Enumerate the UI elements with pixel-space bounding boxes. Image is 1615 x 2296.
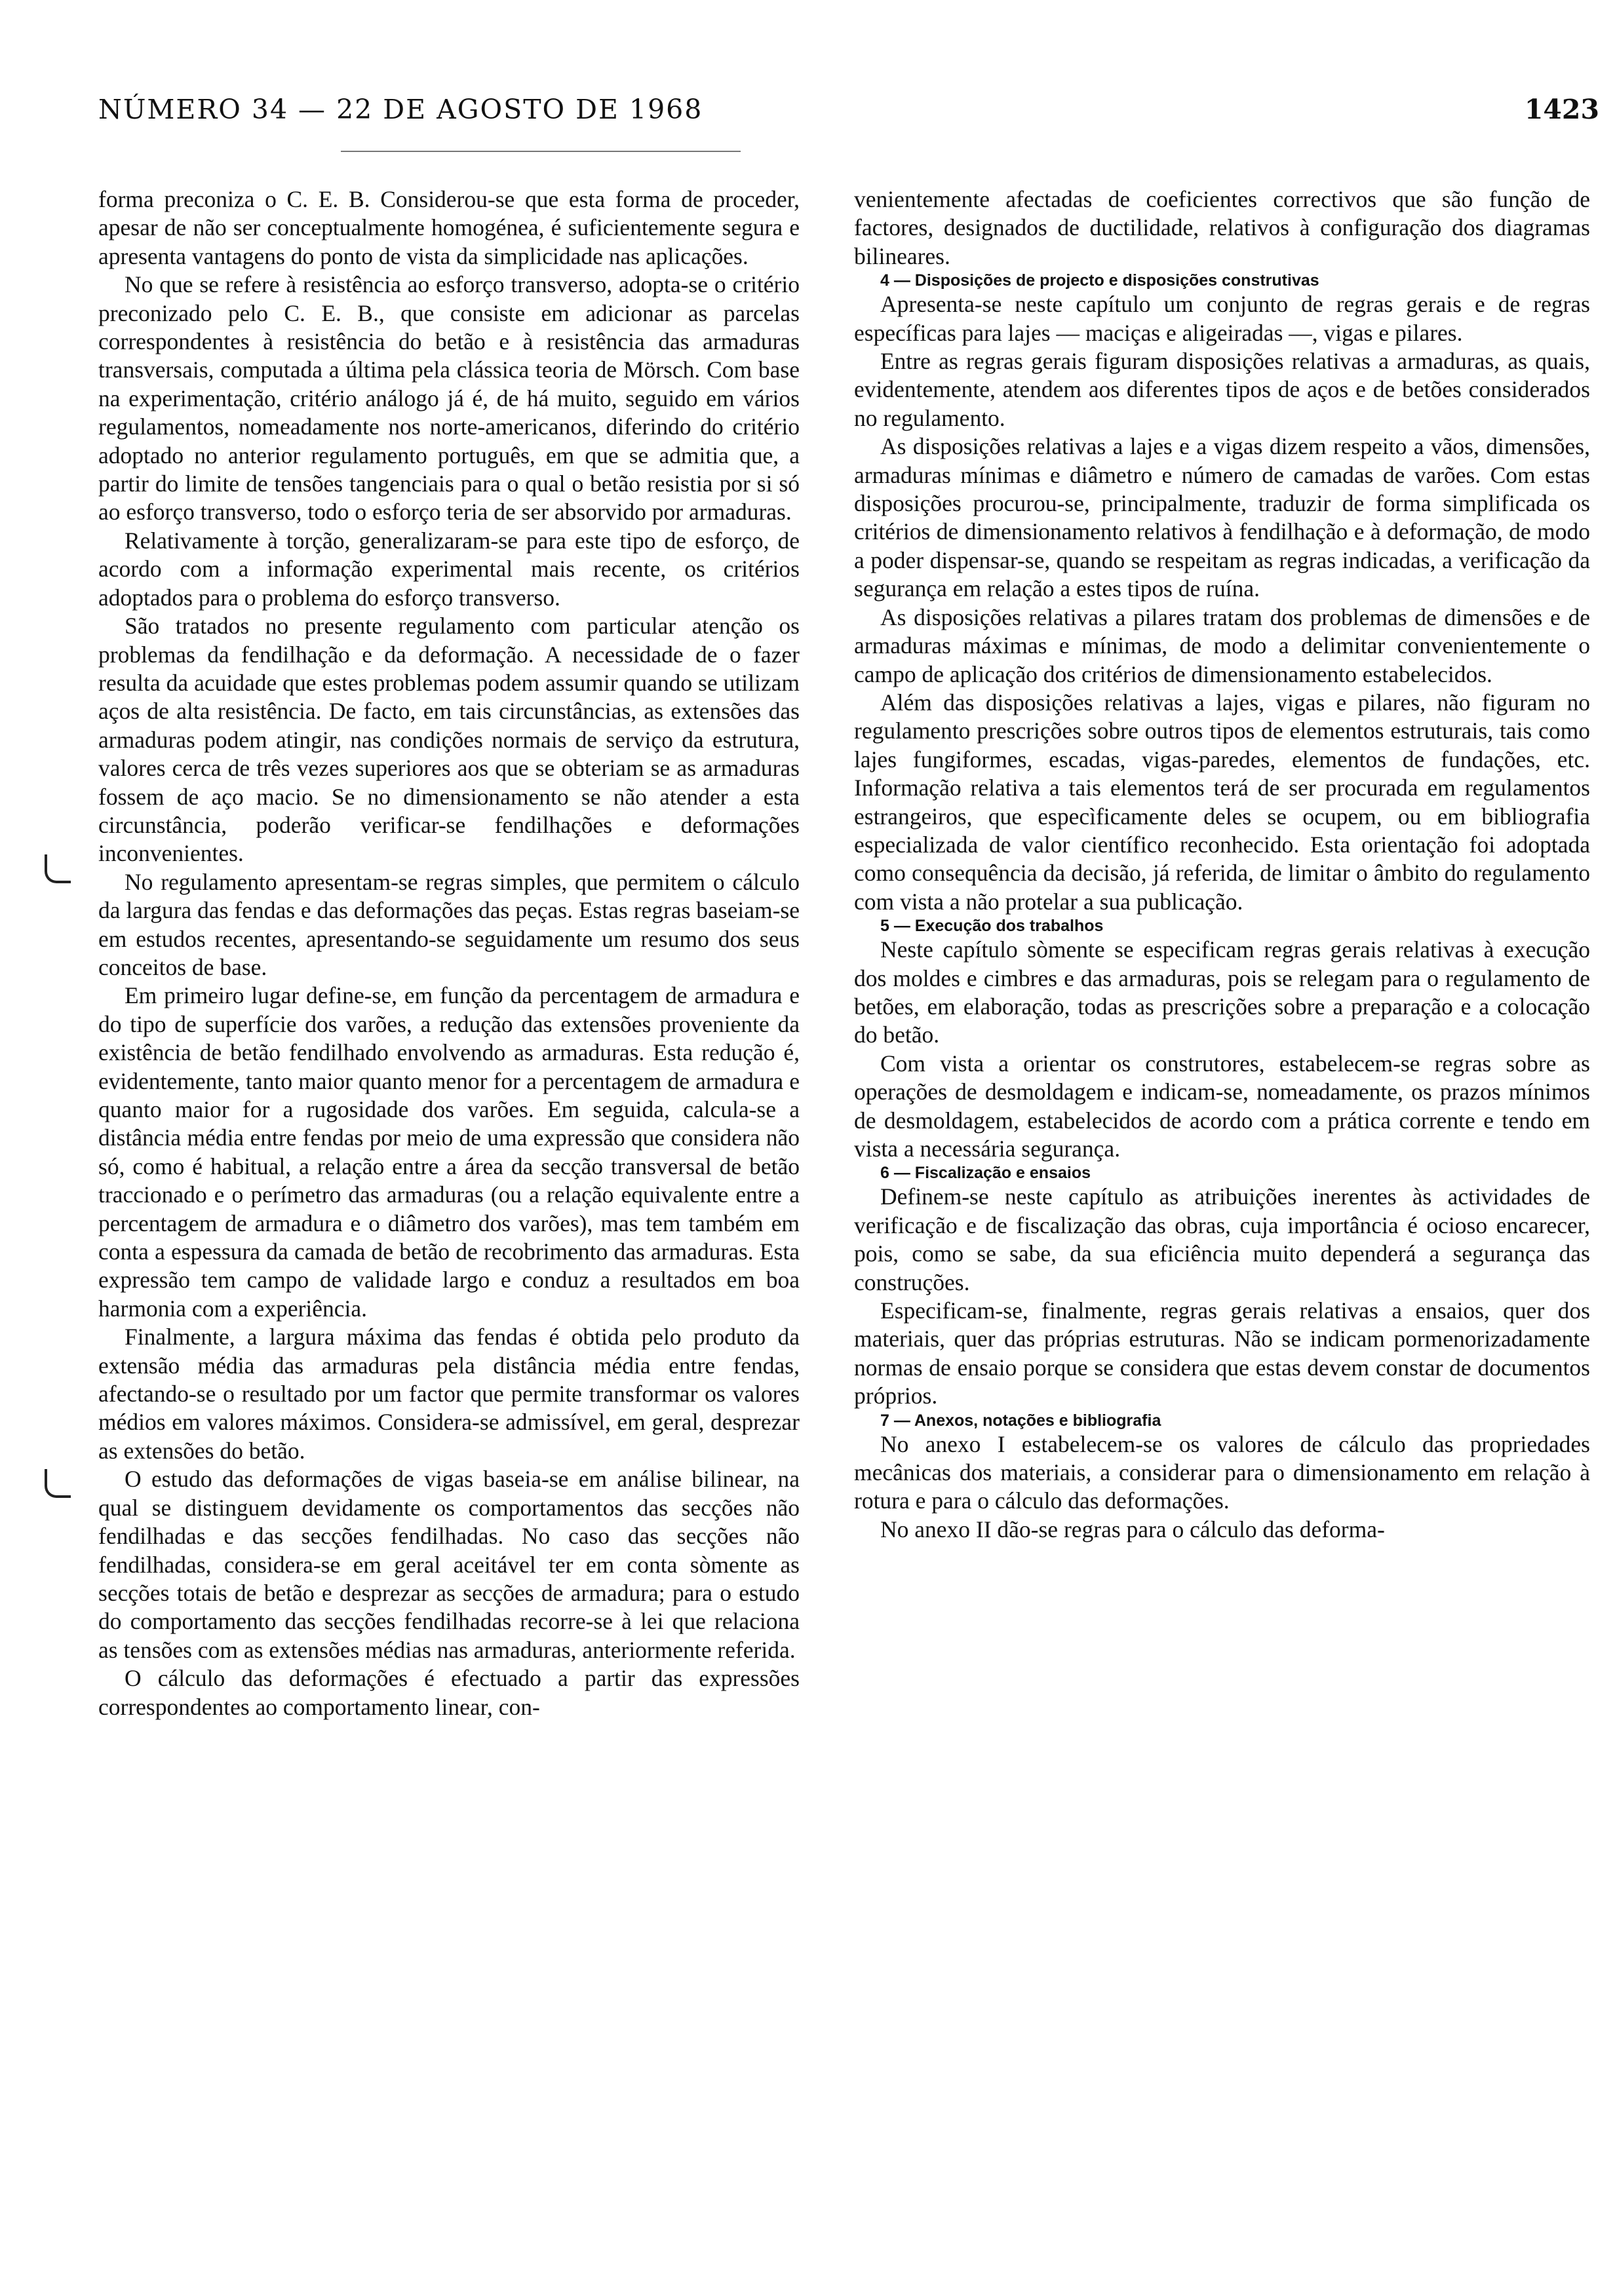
paragraph: No anexo II dão-se regras para o cálculo das deforma- bbox=[880, 1516, 1385, 1542]
paragraph: São tratados no presente regulamento com particular atenção os problemas da fendilhação e da deformação. A necessidade de o fazer resulta da acuidade que estes problemas podem assumir quando se utilizam aços de alta resistência. De facto, em tais circunstâncias, as extensões das armaduras podem atingir, nas condições normais de serviço da estrutura, valores cerca de três vezes superiores aos que se obteriam se as armaduras fossem de aço macio. Se no dimensionamento se não atender a esta circunstância, poderão verificar-se fendilhações e deformações inconvenientes. bbox=[98, 613, 800, 867]
paragraph: No regulamento apresentam-se regras simples, que permitem o cálculo da largura das fendas e das deformações das peças. Estas regras baseiam-se em estudos recentes, apresentando-se seguidamente um resumo dos seus conceitos de base. bbox=[98, 868, 800, 980]
paragraph: Além das disposições relativas a lajes, vigas e pilares, não figuram no regulamento prescrições sobre outros tipos de elementos estruturais, tais como lajes fungiformes, escadas, vigas-paredes, elementos de fundações, etc. Informação relativa a tais elementos terá de ser procurada em regulamentos estrangeiros, que especìficamente deles se ocupem, ou em bibliografia especializada de valor científico reconhecido. Esta orientação foi adoptada como consequência da decisão, já referida, de limitar o âmbito do regulamento com vista a não protelar a sua publicação. bbox=[854, 689, 1590, 915]
margin-bracket-mark bbox=[45, 854, 71, 883]
header-divider bbox=[341, 151, 741, 152]
paragraph: Apresenta-se neste capítulo um conjunto de regras gerais e de regras específicas para lajes — maciças e aligeiradas —, vigas e pilares. bbox=[854, 291, 1590, 346]
section-heading: 5 — Execução dos trabalhos bbox=[880, 917, 1104, 936]
section-heading: 4 — Disposições de projecto e disposições construtivas bbox=[880, 271, 1319, 290]
paragraph: O cálculo das deformações é efectuado a partir das expressões correspondentes ao comportamento linear, con- bbox=[98, 1665, 800, 1720]
paragraph: Com vista a orientar os construtores, estabelecem-se regras sobre as operações de desmoldagem e indicam-se, nomeadamente, os prazos mínimos de desmoldagem, estabelecidos de acordo com a prática corrente e tendo em vista a necessária segurança. bbox=[854, 1050, 1590, 1162]
section-heading: 7 — Anexos, notações e bibliografia bbox=[880, 1411, 1161, 1430]
margin-bracket-mark bbox=[45, 1469, 71, 1498]
paragraph: No anexo I estabelecem-se os valores de cálculo das propriedades mecânicas dos materiais, a considerar para o dimensionamento em relação à rotura e para o cálculo das deformações. bbox=[854, 1430, 1590, 1514]
paragraph: venientemente afectadas de coeficientes correctivos que são função de factores, designados de ductilidade, relativos à configuração dos diagramas bilineares. bbox=[854, 186, 1590, 269]
paragraph: Em primeiro lugar define-se, em função da percentagem de armadura e do tipo de superfície dos varões, a redução das extensões proveniente da existência de betão fendilhado envolvendo as armaduras. Esta redução é, evidentemente, tanto maior quanto menor for a percentagem de armadura e quanto maior for a rugosidade dos varões. Em seguida, calcula-se a distância média entre fendas por meio de uma expressão que considera não só, como é habitual, a relação entre a área da secção transversal de betão traccionado e o perímetro das armaduras (ou a relação equivalente entre a percentagem de armadura e o diâmetro dos varões), mas tem também em conta a espessura da camada de betão de recobrimento das armaduras. Esta expressão tem campo de validade largo e conduz a resultados em boa harmonia com a experiência. bbox=[98, 982, 800, 1322]
left-column bbox=[98, 185, 800, 1721]
paragraph: Finalmente, a largura máxima das fendas é obtida pelo produto da extensão média das armaduras pela distância média entre fendas, afectando-se o resultado por um factor que permite transformar os valores médios em valores máximos. Considera-se admissível, em geral, desprezar as extensões do betão. bbox=[98, 1324, 800, 1464]
paragraph: As disposições relativas a lajes e a vigas dizem respeito a vãos, dimensões, armaduras mínimas e diâmetro e número de camadas de varões. Com estas disposições procurou-se, principalmente, traduzir de forma simplificada os critérios de dimensionamento relativos à fendilhação e à deformação, de modo a poder dispensar-se, quando se respeitam as regras indicadas, a verificação da segurança em relação a estes tipos de ruína. bbox=[854, 433, 1590, 602]
paragraph: Definem-se neste capítulo as atribuições inerentes às actividades de verificação e de fiscalização das obras, cuja importância é ocioso encarecer, pois, como se sabe, da sua eficiência muito dependerá a segurança das construções. bbox=[854, 1183, 1590, 1295]
section-heading: 6 — Fiscalização e ensaios bbox=[880, 1164, 1091, 1183]
right-column bbox=[854, 185, 1590, 1544]
paragraph: Especificam-se, finalmente, regras gerais relativas a ensaios, quer dos materiais, quer das próprias estruturas. Não se indicam pormenorizadamente normas de ensaio porque se considera que estas devem constar de documentos próprios. bbox=[854, 1297, 1590, 1409]
paragraph: Relativamente à torção, generalizaram-se para este tipo de esforço, de acordo com a informação experimental mais recente, os critérios adoptados para o problema do esforço transverso. bbox=[98, 527, 800, 611]
paragraph: Neste capítulo sòmente se especificam regras gerais relativas à execução dos moldes e cimbres e das armaduras, pois se relegam para o regulamento de betões, em elaboração, todas as prescrições sobre a preparação e a colocação do betão. bbox=[854, 936, 1590, 1048]
paragraph: No que se refere à resistência ao esforço transverso, adopta-se o critério preconizado pelo C. E. B., que consiste em adicionar as parcelas correspondentes à resistência do betão e à resistência das armaduras transversais, computada a última pela clássica teoria de Mörsch. Com base na experimentação, critério análogo já é, de há muito, seguido em vários regulamentos, nomeadamente nos norte-americanos, diferindo do critério adoptado no anterior regulamento português, em que se admitia que, a partir do limite de tensões tangenciais para o qual o betão resistia por si só ao esforço transverso, todo o esforço teria de ser absorvido por armaduras. bbox=[98, 271, 800, 526]
page-header bbox=[98, 94, 1599, 136]
paragraph: As disposições relativas a pilares tratam dos problemas de dimensões e de armaduras máximas e mínimas, de modo a delimitar convenientemente o campo de aplicação dos critérios de dimensionamento estabelecidos. bbox=[854, 603, 1590, 687]
issue-date-line: NÚMERO 34 — 22 DE AGOSTO DE 1968 bbox=[98, 94, 703, 125]
paragraph: forma preconiza o C. E. B. Considerou-se que esta forma de proceder, apesar de não ser conceptualmente homogénea, é suficientemente segura e apresenta vantagens do ponto de vista da simplicidade nas aplicações. bbox=[98, 186, 800, 269]
paragraph: Entre as regras gerais figuram disposições relativas a armaduras, as quais, evidentemente, atendem aos diferentes tipos de aços e de betões considerados no regulamento. bbox=[854, 348, 1590, 431]
page-number: 1423 bbox=[1524, 94, 1599, 125]
paragraph: O estudo das deformações de vigas baseia-se em análise bilinear, na qual se distinguem devidamente os comportamentos das secções não fendilhadas e das secções fendilhadas. No caso das secções não fendilhadas, considera-se em geral aceitável ter em conta sòmente as secções totais de betão e desprezar as secções de armadura; para o estudo do comportamento das secções fendilhadas recorre-se à lei que relaciona as tensões com as extensões médias nas armaduras, anteriormente referida. bbox=[98, 1466, 800, 1663]
